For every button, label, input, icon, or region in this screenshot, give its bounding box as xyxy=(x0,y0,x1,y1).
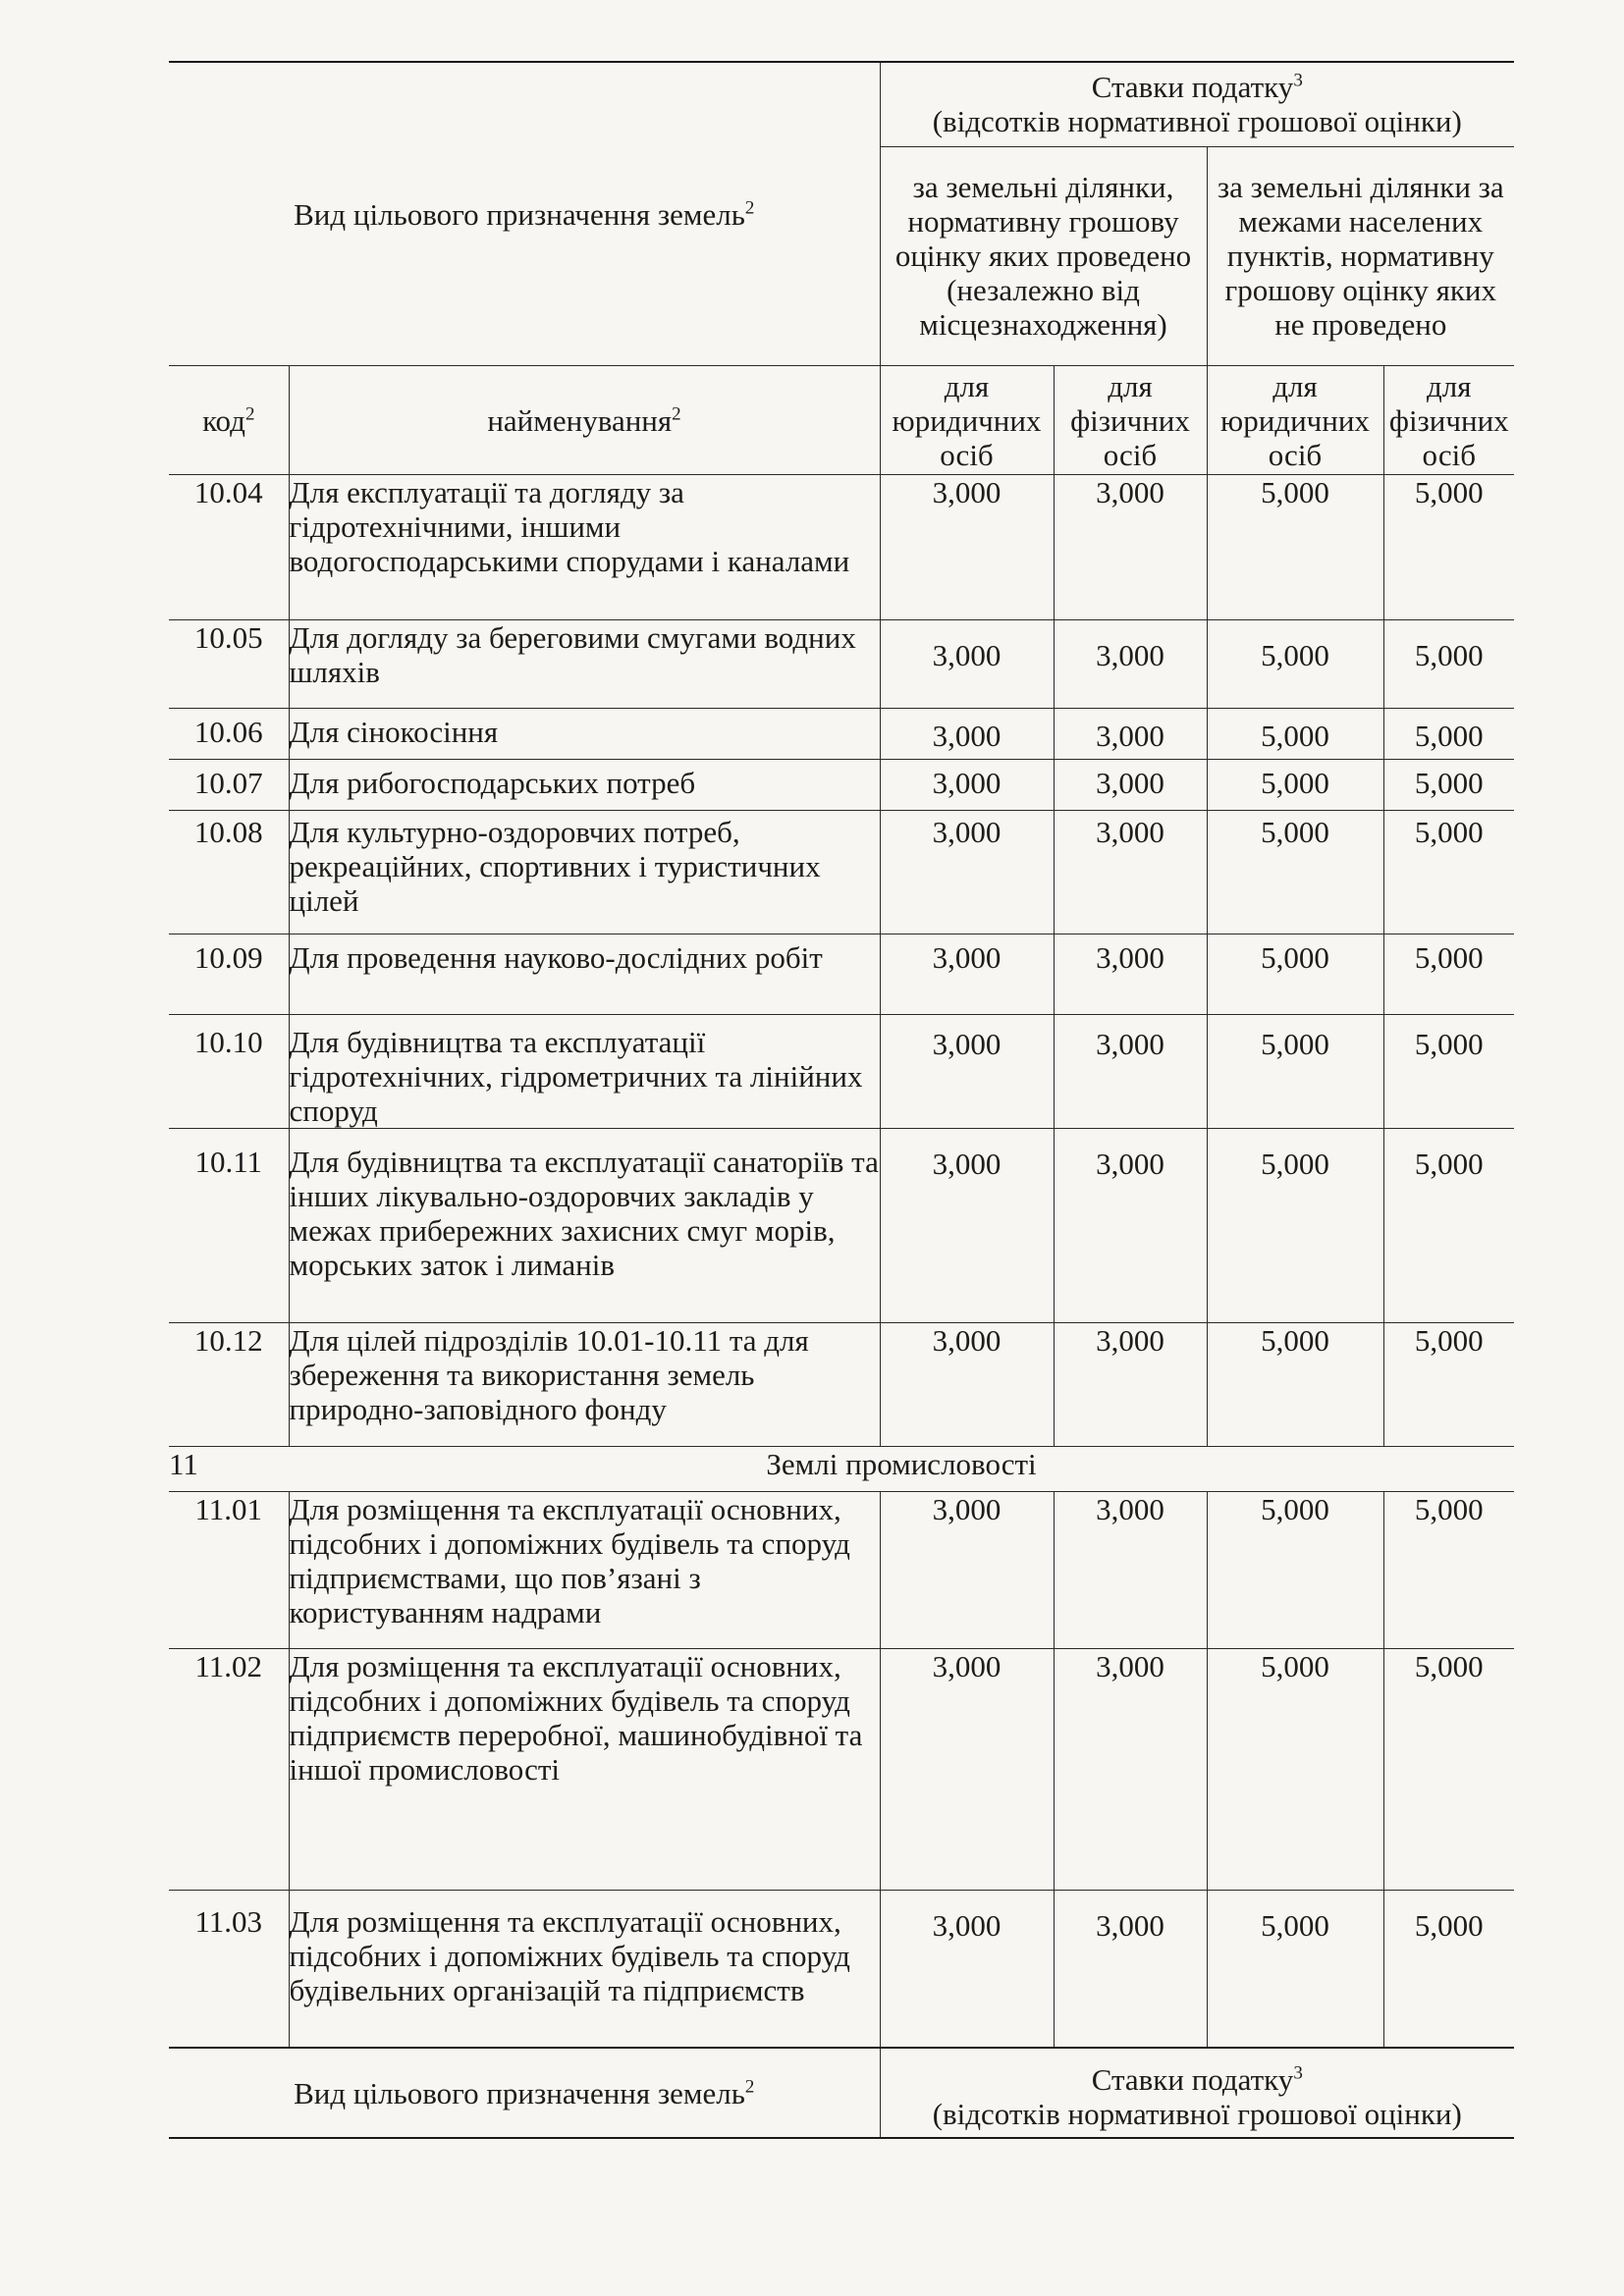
rate-assessed-individual: 3,000 xyxy=(1054,760,1207,811)
rate-assessed-individual: 3,000 xyxy=(1054,709,1207,760)
table-row xyxy=(169,475,1514,620)
land-purpose-title: Вид цільового призначення земель xyxy=(294,196,745,232)
rate-assessed-legal: 3,000 xyxy=(880,934,1054,1015)
not-assessed-land-header: за земельні ділянки за межами населених пунктів, нормативну грошову оцінку яких не проведено xyxy=(1207,146,1514,366)
rate-not-assessed-legal: 5,000 xyxy=(1207,1129,1383,1323)
name-label-footnote: 2 xyxy=(672,403,681,425)
rate-not-assessed-individual: 5,000 xyxy=(1383,1492,1514,1649)
rate-not-assessed-legal: 5,000 xyxy=(1207,760,1383,811)
rate-assessed-individual: 3,000 xyxy=(1054,1492,1207,1649)
rate-not-assessed-legal: 5,000 xyxy=(1207,620,1383,709)
rate-assessed-individual: 3,000 xyxy=(1054,475,1207,620)
section-row xyxy=(169,1447,1514,1492)
rate-not-assessed-individual: 5,000 xyxy=(1383,620,1514,709)
assessed-individual-header: для фізичних осіб xyxy=(1054,366,1207,475)
rate-assessed-legal: 3,000 xyxy=(880,1649,1054,1891)
rate-not-assessed-legal: 5,000 xyxy=(1207,1492,1383,1649)
row-name: Для розміщення та експлуатації основних, підсобних і допоміжних будівель та споруд будівельних організацій та підприємств xyxy=(289,1891,880,2048)
rate-not-assessed-legal: 5,000 xyxy=(1207,1015,1383,1129)
not-assessed-legal-header: для юридичних осіб xyxy=(1207,366,1383,475)
row-name: Для експлуатації та догляду за гідротехнічними, іншими водогосподарськими спорудами і каналами xyxy=(289,475,880,620)
table-row xyxy=(169,760,1514,811)
rate-assessed-individual: 3,000 xyxy=(1054,1649,1207,1891)
footer-tax-rates-title-footnote: 3 xyxy=(1293,2062,1303,2084)
row-name: Для будівництва та експлуатації санаторіїв та інших лікувально-оздоровчих закладів у межах прибережних захисних смуг морів, морських заток і лиманів xyxy=(289,1129,880,1323)
name-column-header xyxy=(289,366,880,475)
tax-rates-table xyxy=(169,61,1514,2139)
rate-assessed-legal: 3,000 xyxy=(880,760,1054,811)
rate-not-assessed-individual: 5,000 xyxy=(1383,934,1514,1015)
row-name: Для цілей підрозділів 10.01-10.11 та для збереження та використання земель природно-заповідного фонду xyxy=(289,1323,880,1447)
rate-not-assessed-individual: 5,000 xyxy=(1383,1323,1514,1447)
not-assessed-individual-header: для фізичних осіб xyxy=(1383,366,1514,475)
rate-assessed-individual: 3,000 xyxy=(1054,1015,1207,1129)
rate-assessed-legal: 3,000 xyxy=(880,475,1054,620)
table-row xyxy=(169,811,1514,934)
row-code: 10.09 xyxy=(169,934,289,1015)
table-row xyxy=(169,709,1514,760)
rate-assessed-individual: 3,000 xyxy=(1054,1323,1207,1447)
row-name: Для сінокосіння xyxy=(289,709,880,760)
rate-not-assessed-legal: 5,000 xyxy=(1207,1649,1383,1891)
land-purpose-header xyxy=(169,62,880,366)
footer-tax-rates-header xyxy=(880,2048,1514,2138)
row-name: Для розміщення та експлуатації основних, підсобних і допоміжних будівель та споруд підприємств переробної, машинобудівної та іншої промисловості xyxy=(289,1649,880,1891)
rate-assessed-individual: 3,000 xyxy=(1054,1891,1207,2048)
table-row xyxy=(169,1891,1514,2048)
row-name: Для проведення науково-дослідних робіт xyxy=(289,934,880,1015)
name-label: найменування xyxy=(487,402,673,438)
table-row xyxy=(169,620,1514,709)
assessed-land-header: за земельні ділянки, нормативну грошову оцінку яких проведено (незалежно від місцезнаходження) xyxy=(880,146,1207,366)
table-row xyxy=(169,1129,1514,1323)
rate-assessed-individual: 3,000 xyxy=(1054,811,1207,934)
rate-assessed-individual: 3,000 xyxy=(1054,934,1207,1015)
rate-not-assessed-individual: 5,000 xyxy=(1383,1891,1514,2048)
tax-rates-header xyxy=(880,62,1514,146)
code-label-footnote: 2 xyxy=(244,403,255,425)
rate-not-assessed-individual: 5,000 xyxy=(1383,475,1514,620)
code-label: код xyxy=(202,402,245,438)
row-code: 10.04 xyxy=(169,475,289,620)
rate-not-assessed-individual: 5,000 xyxy=(1383,1649,1514,1891)
rate-not-assessed-individual: 5,000 xyxy=(1383,709,1514,760)
row-code: 11.02 xyxy=(169,1649,289,1891)
row-code: 10.08 xyxy=(169,811,289,934)
table-row xyxy=(169,1492,1514,1649)
row-code: 10.10 xyxy=(169,1015,289,1129)
rate-not-assessed-legal: 5,000 xyxy=(1207,811,1383,934)
rate-not-assessed-legal: 5,000 xyxy=(1207,709,1383,760)
row-name: Для культурно-оздоровчих потреб, рекреаційних, спортивних і туристичних цілей xyxy=(289,811,880,934)
table-row xyxy=(169,1323,1514,1447)
assessed-legal-header: для юридичних осіб xyxy=(880,366,1054,475)
rate-assessed-individual: 3,000 xyxy=(1054,1129,1207,1323)
rate-assessed-individual: 3,000 xyxy=(1054,620,1207,709)
row-name: Для догляду за береговими смугами водних шляхів xyxy=(289,620,880,709)
footer-land-purpose-title-footnote: 2 xyxy=(744,2076,755,2098)
tax-rates-subtitle: (відсотків нормативної грошової оцінки) xyxy=(932,104,1462,139)
row-name: Для будівництва та експлуатації гідротехнічних, гідрометричних та лінійних споруд xyxy=(289,1015,880,1129)
footer-land-purpose-title: Вид цільового призначення земель xyxy=(294,2075,745,2110)
rate-assessed-legal: 3,000 xyxy=(880,1492,1054,1649)
tax-rates-page xyxy=(169,61,1514,2139)
rate-assessed-legal: 3,000 xyxy=(880,1891,1054,2048)
rate-assessed-legal: 3,000 xyxy=(880,1129,1054,1323)
rate-not-assessed-legal: 5,000 xyxy=(1207,1891,1383,2048)
footer-land-purpose-header xyxy=(169,2048,880,2138)
table-row xyxy=(169,1015,1514,1129)
footer-tax-rates-title: Ставки податку xyxy=(1091,2061,1294,2097)
rate-assessed-legal: 3,000 xyxy=(880,1015,1054,1129)
row-name: Для рибогосподарських потреб xyxy=(289,760,880,811)
rate-assessed-legal: 3,000 xyxy=(880,709,1054,760)
tax-rates-title: Ставки податку xyxy=(1091,70,1294,105)
land-purpose-title-footnote: 2 xyxy=(744,197,755,219)
row-code: 10.05 xyxy=(169,620,289,709)
rate-not-assessed-individual: 5,000 xyxy=(1383,1129,1514,1323)
rate-not-assessed-legal: 5,000 xyxy=(1207,934,1383,1015)
section-title: Землі промисловості xyxy=(289,1447,1514,1492)
rate-not-assessed-legal: 5,000 xyxy=(1207,1323,1383,1447)
rate-not-assessed-individual: 5,000 xyxy=(1383,760,1514,811)
rate-not-assessed-legal: 5,000 xyxy=(1207,475,1383,620)
section-code: 11 xyxy=(169,1447,289,1492)
row-code: 11.03 xyxy=(169,1891,289,2048)
tax-rates-title-footnote: 3 xyxy=(1293,70,1303,91)
row-code: 10.11 xyxy=(169,1129,289,1323)
table-row xyxy=(169,934,1514,1015)
rate-not-assessed-individual: 5,000 xyxy=(1383,1015,1514,1129)
row-code: 10.07 xyxy=(169,760,289,811)
rate-not-assessed-individual: 5,000 xyxy=(1383,811,1514,934)
row-code: 10.06 xyxy=(169,709,289,760)
rate-assessed-legal: 3,000 xyxy=(880,1323,1054,1447)
repeated-header-row xyxy=(169,2048,1514,2138)
code-column-header xyxy=(169,366,289,475)
rate-assessed-legal: 3,000 xyxy=(880,811,1054,934)
row-name: Для розміщення та експлуатації основних, підсобних і допоміжних будівель та споруд підприємствами, що пов’язані з користуванням надрами xyxy=(289,1492,880,1649)
table-row xyxy=(169,1649,1514,1891)
row-code: 10.12 xyxy=(169,1323,289,1447)
rate-assessed-legal: 3,000 xyxy=(880,620,1054,709)
row-code: 11.01 xyxy=(169,1492,289,1649)
footer-tax-rates-subtitle: (відсотків нормативної грошової оцінки) xyxy=(932,2096,1462,2131)
